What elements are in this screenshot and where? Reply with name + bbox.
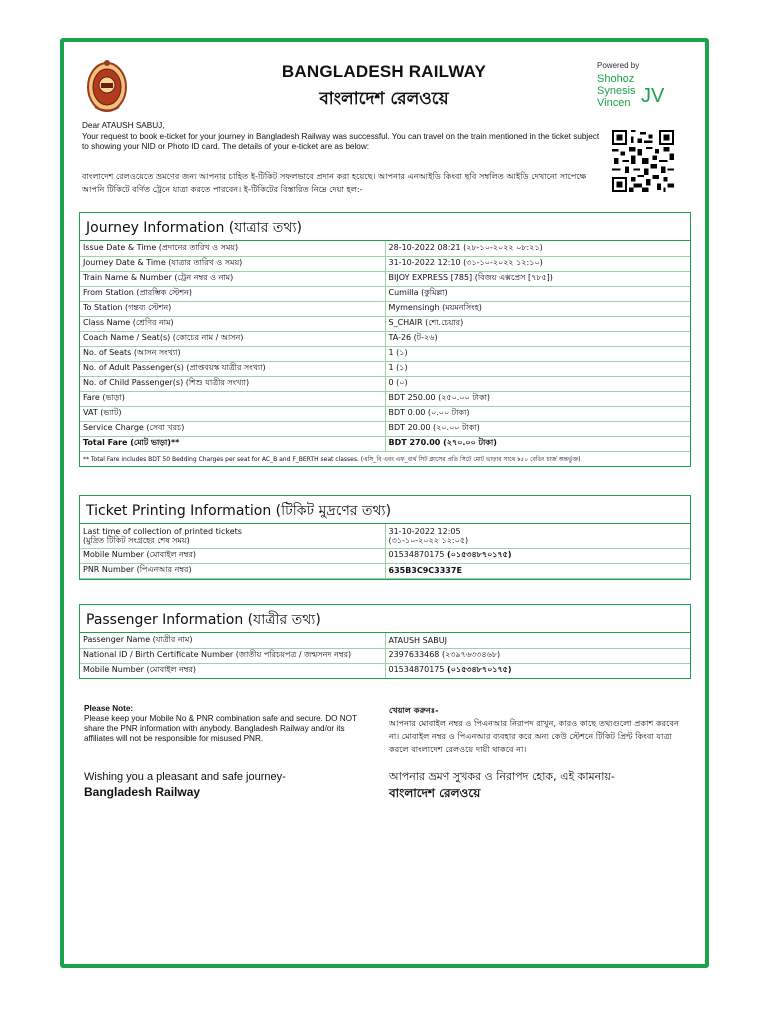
- powered-by-block: [597, 61, 697, 109]
- journey-row-label: Journey Date & Time (যাত্রার তারিখ ও সময়): [80, 256, 385, 271]
- passenger-mobile-value-en: 01534870175: [388, 665, 445, 675]
- journey-row-label: No. of Adult Passenger(s) (প্রাপ্তবয়স্ক যাত্রীর সংখ্যা): [80, 361, 385, 376]
- powered-by-name-2: Synesis: [597, 85, 636, 97]
- collection-label-en: Last time of collection of printed tickets: [83, 526, 242, 536]
- table-row: [80, 648, 690, 663]
- table-row: [80, 286, 690, 301]
- journey-info-title: Journey Information (যাত্রার তথ্য): [80, 213, 690, 241]
- greeting-body-en: Your request to book e-ticket for your journey in Bangladesh Railway was successful. You can travel on the train mentioned in the ticket subject to showing your NID or Photo ID card. The details of your e-ticket are as below:: [82, 131, 600, 151]
- table-row: [80, 633, 690, 648]
- journey-row-value: BDT 0.00 (০.০০ টাকা): [385, 406, 690, 421]
- table-row: [80, 421, 690, 436]
- please-note-en: [84, 704, 374, 744]
- sign-bn: বাংলাদেশ রেলওয়ে: [389, 786, 481, 800]
- passenger-mobile-label: Mobile Number (মোবাইল নম্বর): [80, 663, 385, 678]
- table-row: [80, 256, 690, 271]
- mobile-label: Mobile Number (মোবাইল নম্বর): [80, 548, 385, 563]
- journey-info-table: [80, 241, 690, 452]
- total-fare-label: Total Fare (মোট ভাড়া)**: [80, 436, 385, 451]
- mobile-value: [385, 548, 690, 563]
- wish-bn: আপনার ভ্রমণ সুখকর ও নিরাপদ হোক, এই কামনায়-: [389, 770, 615, 783]
- passenger-name-value: ATAUSH SABUJ: [385, 633, 690, 648]
- sign-en: Bangladesh Railway: [84, 785, 201, 799]
- journey-row-label: No. of Seats (আসন সংখ্যা): [80, 346, 385, 361]
- wish-bn-block: [389, 768, 615, 802]
- table-row: [80, 301, 690, 316]
- greeting-dear: Dear ATAUSH SABUJ,: [82, 121, 165, 130]
- passenger-info-title: Passenger Information (যাত্রীর তথ্য): [80, 605, 690, 633]
- wish-en: Wishing you a pleasant and safe journey-: [84, 771, 286, 783]
- journey-row-label: Coach Name / Seat(s) (কোচের নাম / আসন): [80, 331, 385, 346]
- passenger-info-section: [79, 604, 691, 679]
- journey-row-label: VAT (ভ্যাট): [80, 406, 385, 421]
- table-row: [80, 391, 690, 406]
- please-note-body-bn: আপনার মোবাইল নম্বর ও পিএনআর নিরাপদ রাখুন, কারও কাছে তথ্যগুলো প্রকাশ করবেন না। মোবাইল নম্বর ও পিএনআর ব্যবহার করে অন্য কেউ স্টেশনে টিকিট প্রিন্ট কিংবা যাত্রা করলে বাংলাদেশ রেলওয়ে দায়ী থাকবে না।: [389, 718, 679, 754]
- powered-by-name-3: Vincen: [597, 97, 631, 109]
- mobile-value-bn: (০১৫৩৪৮৭০১৭৫): [447, 550, 512, 559]
- journey-row-value: S_CHAIR (শো.চেয়ার): [385, 316, 690, 331]
- passenger-info-table: [80, 633, 690, 678]
- journey-row-label: Service Charge (সেবা খরচ): [80, 421, 385, 436]
- journey-row-value: Cumilla (কুমিল্লা): [385, 286, 690, 301]
- table-row: [80, 316, 690, 331]
- passenger-name-label: Passenger Name (যাত্রীর নাম): [80, 633, 385, 648]
- please-note-body-en: Please keep your Mobile No & PNR combination safe and secure. DO NOT share the PNR information with anybody. Bangladesh Railway and/or its affiliates will not be responsible for misused PNR.: [84, 714, 357, 743]
- journey-row-label: Train Name & Number (ট্রেন নম্বর ও নাম): [80, 271, 385, 286]
- nid-label: National ID / Birth Certificate Number (জাতীয় পরিচয়পত্র / জন্মসনদ নম্বর): [80, 648, 385, 663]
- journey-row-value: 28-10-2022 08:21 (২৮-১০-২০২২ ০৮:২১): [385, 241, 690, 256]
- table-row-total: [80, 436, 690, 451]
- powered-by-label: Powered by: [597, 61, 640, 70]
- qr-code-icon: [612, 130, 674, 192]
- collection-value-en: 31-10-2022 12:05: [388, 526, 461, 536]
- table-row: [80, 346, 690, 361]
- table-row: [80, 406, 690, 421]
- powered-by-name-1: Shohoz: [597, 73, 635, 85]
- journey-row-value: 0 (০): [385, 376, 690, 391]
- wish-en-block: [84, 770, 286, 800]
- powered-by-jv: JV: [641, 85, 665, 107]
- table-row: [80, 241, 690, 256]
- journey-row-label: Class Name (শ্রেণির নাম): [80, 316, 385, 331]
- passenger-mobile-value-bn: (০১৫৩৪৮৭০১৭৫): [447, 665, 512, 675]
- journey-row-label: Issue Date & Time (প্রদানের তারিখ ও সময়): [80, 241, 385, 256]
- please-note-bn: [389, 704, 689, 756]
- journey-row-value: 1 (১): [385, 361, 690, 376]
- journey-row-value: 31-10-2022 12:10 (৩১-১০-২০২২ ১২:১০): [385, 256, 690, 271]
- table-row: [80, 331, 690, 346]
- printing-info-section: [79, 495, 691, 580]
- greeting-body-bn: বাংলাদেশ রেলওয়েতে ভ্রমণের জন্য আপনার চাহিত ই-টিকিট সফলভাবে প্রদান করা হয়েছে। আপনার এনআইডি কিংবা ছবি সম্বলিত আইডি দেখানো সাপেক্ষে আপনি টিকিটে বর্ণিত ট্রেনে যাত্রা করতে পারবেন। ই-টিকিটের বিস্তারিত নিম্নে দেয়া হল:-: [82, 171, 587, 194]
- table-row: [80, 563, 690, 578]
- mobile-value-en: 01534870175: [388, 550, 445, 559]
- pnr-value: 635B3C9C3337E: [385, 563, 690, 578]
- please-note-title-bn: খেয়াল করুনঃ-: [389, 705, 439, 715]
- journey-row-value: TA-26 (ট-২৬): [385, 331, 690, 346]
- journey-row-label: No. of Child Passenger(s) (শিশু যাত্রীর সংখ্যা): [80, 376, 385, 391]
- table-row: [80, 524, 690, 548]
- nid-value: 2397633468 (২৩৯৭৬৩৩৪৬৮): [385, 648, 690, 663]
- table-row: [80, 548, 690, 563]
- journey-row-label: To Station (গন্তব্য স্টেশন): [80, 301, 385, 316]
- page-title-bn: বাংলাদেশ রেলওয়ে: [319, 89, 449, 109]
- pnr-label: PNR Number (পিএনআর নম্বর): [80, 563, 385, 578]
- greeting-en: [82, 121, 602, 153]
- table-row: [80, 663, 690, 678]
- printing-info-table: [80, 524, 690, 579]
- total-fare-value: BDT 270.00 (২৭০.০০ টাকা): [385, 436, 690, 451]
- journey-row-value: 1 (১): [385, 346, 690, 361]
- journey-row-label: Fare (ভাড়া): [80, 391, 385, 406]
- collection-value: [385, 524, 690, 548]
- printing-info-title: Ticket Printing Information (টিকিট মুদ্রণের তথ্য): [80, 496, 690, 524]
- please-note-title-en: Please Note:: [84, 704, 134, 713]
- journey-row-value: BDT 250.00 (২৫০.০০ টাকা): [385, 391, 690, 406]
- journey-row-label: From Station (প্রারম্ভিক স্টেশন): [80, 286, 385, 301]
- table-row: [80, 376, 690, 391]
- collection-value-bn: (৩১-১০-২০২২ ১২:০৫): [388, 535, 469, 545]
- table-row: [80, 271, 690, 286]
- collection-label-bn: (মুদ্রিত টিকিট সংগ্রহের শেষ সময়): [83, 535, 190, 545]
- total-fare-footnote: ** Total Fare includes BDT 50 Bedding Charges per seat for AC_B and F_BERTH seat classes. (এসি_বি এবং এফ_বার্থ সিট ক্লাসের প্রতি সিটে মোট ভাড়ার সাথে ৳৫০ বেডিং চার্জ অন্তর্ভুক্ত): [83, 455, 581, 463]
- journey-row-value: BDT 20.00 (২০.০০ টাকা): [385, 421, 690, 436]
- collection-label: [80, 524, 385, 548]
- journey-row-value: BIJOY EXPRESS [785] (বিজয় এক্সপ্রেস [৭৮৫]): [385, 271, 690, 286]
- journey-info-section: [79, 212, 691, 467]
- journey-row-value: Mymensingh (ময়মনসিংহ): [385, 301, 690, 316]
- passenger-mobile-value: [385, 663, 690, 678]
- page-title-en: BANGLADESH RAILWAY: [281, 62, 487, 81]
- table-row: [80, 361, 690, 376]
